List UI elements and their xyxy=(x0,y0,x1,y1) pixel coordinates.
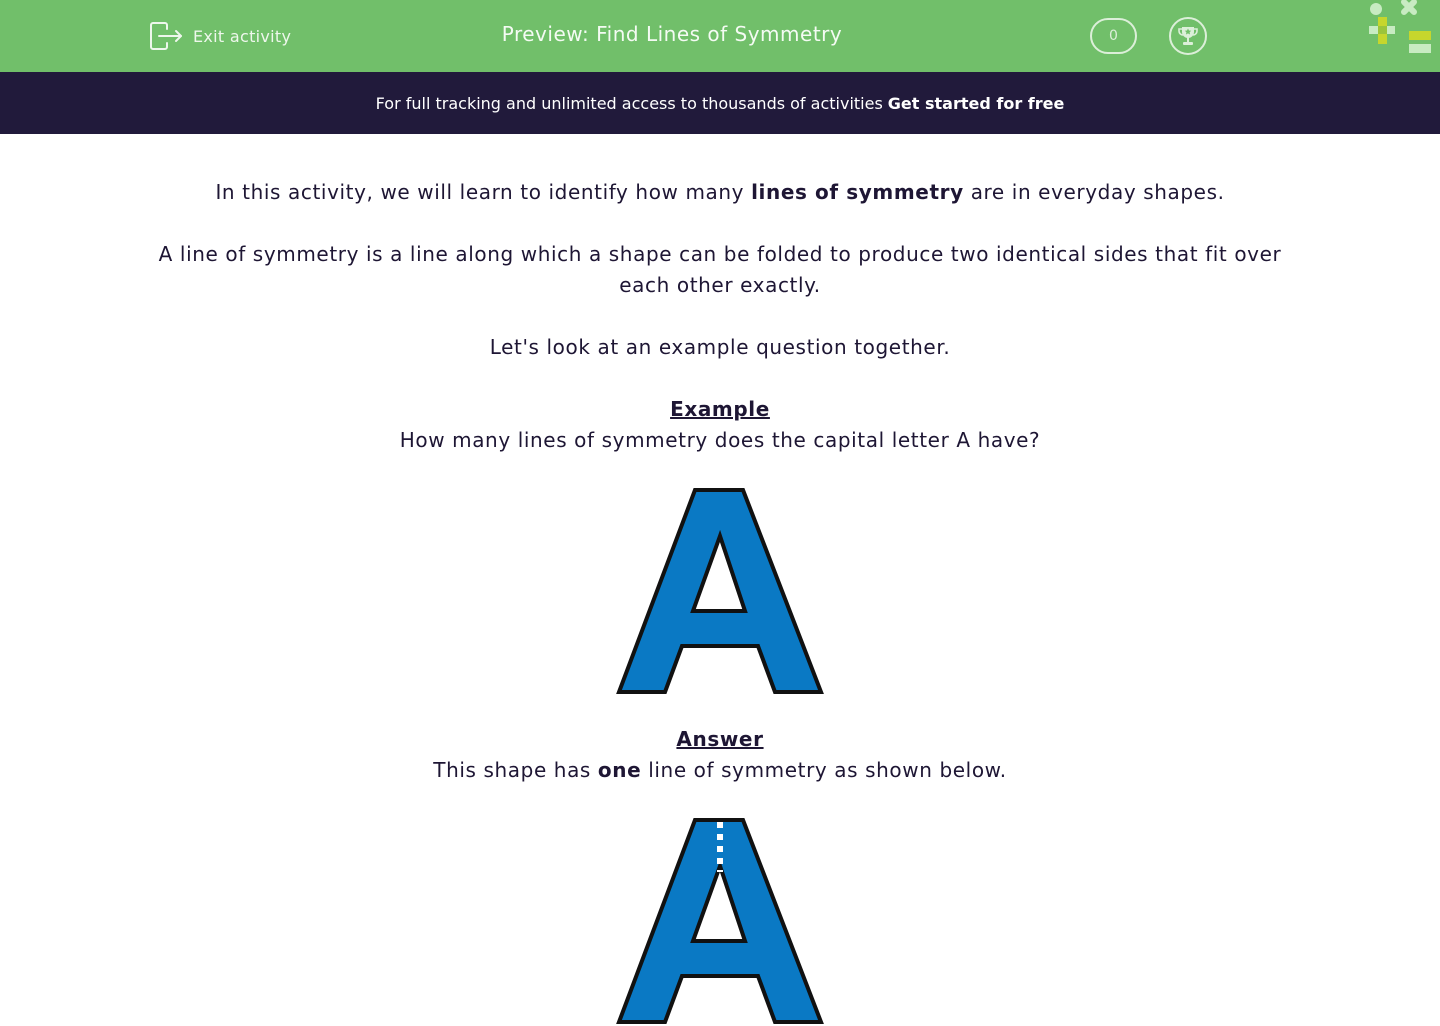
letter-a-image xyxy=(615,486,825,696)
intro-bold-term: lines of symmetry xyxy=(751,180,964,204)
trophy-button[interactable] xyxy=(1169,17,1207,55)
example-question: How many lines of symmetry does the capital letter A have? xyxy=(399,428,1041,452)
get-started-link[interactable]: Get started for free xyxy=(887,93,1065,113)
exit-activity-label: Exit activity xyxy=(193,26,292,46)
answer-text xyxy=(140,755,1300,786)
page-title: Preview: Find Lines of Symmetry xyxy=(501,22,843,46)
example-heading: Example xyxy=(670,397,770,421)
answer-heading: Answer xyxy=(676,727,764,751)
answer-text-end: line of symmetry as shown below. xyxy=(648,758,1007,782)
letter-a-symmetry-image xyxy=(615,816,825,1026)
math-symbols-logo xyxy=(1366,0,1440,60)
trophy-icon xyxy=(1176,24,1200,48)
answer-bold-count: one xyxy=(597,758,642,782)
answer-text-start: This shape has xyxy=(433,758,591,782)
lead-in-paragraph: Let's look at an example question together. xyxy=(489,335,951,359)
top-bar xyxy=(0,0,1440,72)
promo-banner xyxy=(0,72,1440,134)
promo-text: For full tracking and unlimited access to thousands of activities xyxy=(375,93,883,113)
intro-paragraph xyxy=(140,177,1300,208)
intro-text-end: are in everyday shapes. xyxy=(970,180,1225,204)
definition-paragraph: A line of symmetry is a line along which a shape can be folded to produce two identical sides that fit over each other exactly. xyxy=(158,242,1282,297)
score-counter: 0 xyxy=(1090,18,1137,54)
intro-text: In this activity, we will learn to identify how many xyxy=(215,180,745,204)
